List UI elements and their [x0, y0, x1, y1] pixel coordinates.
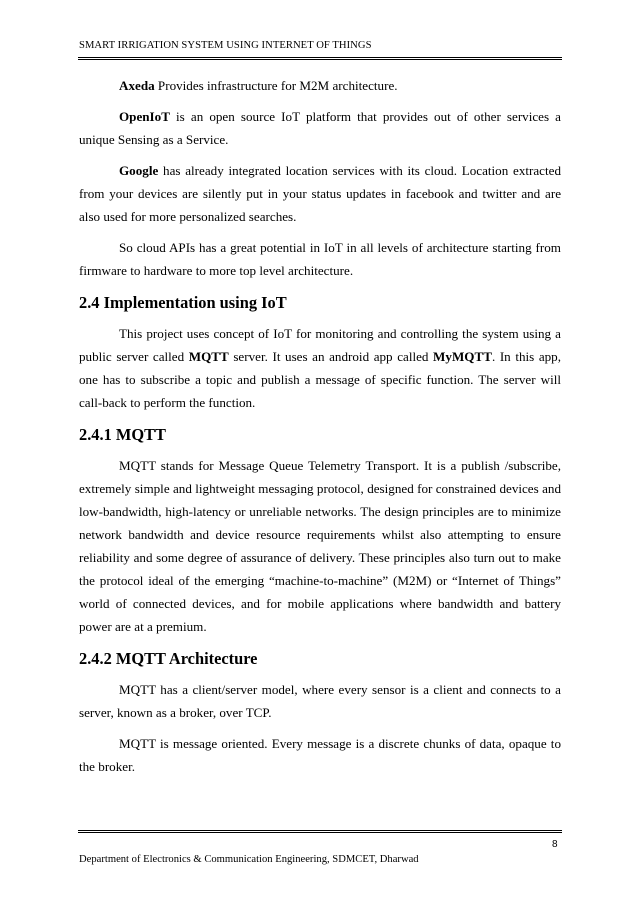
- footer-double-rule: [78, 830, 562, 833]
- paragraph-mqtt: MQTT stands for Message Queue Telemetry Transport. It is a publish /subscribe, extremely simple and lightweight messaging protocol, designed for constrained devices and low-bandwidth, high-latency or unreliable networks. The design principles are to minimize network bandwidth and device resource requirements whilst also attempting to ensure reliability and some degree of assurance of delivery. These principles also turn out to make the protocol ideal of the emerging “machine-to-machine” (M2M) or “Internet of Things” world of connected devices, and for mobile applications where bandwidth and battery power are at a premium.: [79, 458, 561, 634]
- page-number: 8: [552, 839, 558, 850]
- paragraph-axeda: [79, 74, 561, 97]
- impl-text-3: . In this app, one has to subscribe a topic and publish a message of specific function. The server will call-back to perform the function.: [79, 349, 562, 410]
- paragraph-axeda-text: Provides infrastructure for M2M architecture.: [154, 78, 398, 93]
- heading-mqtt: 2.4.1 MQTT: [79, 425, 166, 444]
- paragraph-google-text: has already integrated location services with its cloud. Location extracted from your devices are silently put in your status updates in facebook and twitter and are also used for more personalized searches.: [79, 163, 561, 224]
- term-openiot: OpenIoT: [119, 109, 170, 124]
- paragraph-google: [79, 159, 561, 228]
- impl-text-1: This project uses concept of IoT for monitoring and controlling the system using a public server called: [79, 326, 561, 364]
- header-double-rule: [78, 57, 562, 60]
- paragraph-cloud-apis: So cloud APIs has a great potential in IoT in all levels of architecture starting from firmware to hardware to more top level architecture.: [79, 240, 561, 278]
- paragraph-architecture-1: MQTT has a client/server model, where every sensor is a client and connects to a server, known as a broker, over TCP.: [79, 682, 561, 720]
- paragraph-architecture-2: MQTT is message oriented. Every message is a discrete chunks of data, opaque to the broker.: [79, 736, 561, 774]
- running-footer: Department of Electronics & Communication Engineering, SDMCET, Dharwad: [79, 854, 419, 865]
- heading-mqtt-architecture: 2.4.2 MQTT Architecture: [79, 649, 258, 668]
- heading-implementation: 2.4 Implementation using IoT: [79, 293, 287, 312]
- running-header: SMART IRRIGATION SYSTEM USING INTERNET OF THINGS: [79, 40, 372, 51]
- paragraph-implementation: [79, 322, 561, 414]
- impl-text-2: server. It uses an android app called: [228, 349, 434, 364]
- paragraph-openiot-text: is an open source IoT platform that provides out of other services a unique Sensing as a Service.: [79, 109, 561, 147]
- term-mymqtt: MyMQTT: [433, 349, 492, 364]
- paragraph-openiot: [79, 105, 561, 151]
- term-google: Google: [119, 163, 159, 178]
- term-mqtt: MQTT: [188, 349, 229, 364]
- term-axeda: Axeda: [119, 78, 155, 93]
- page-body: [79, 74, 561, 778]
